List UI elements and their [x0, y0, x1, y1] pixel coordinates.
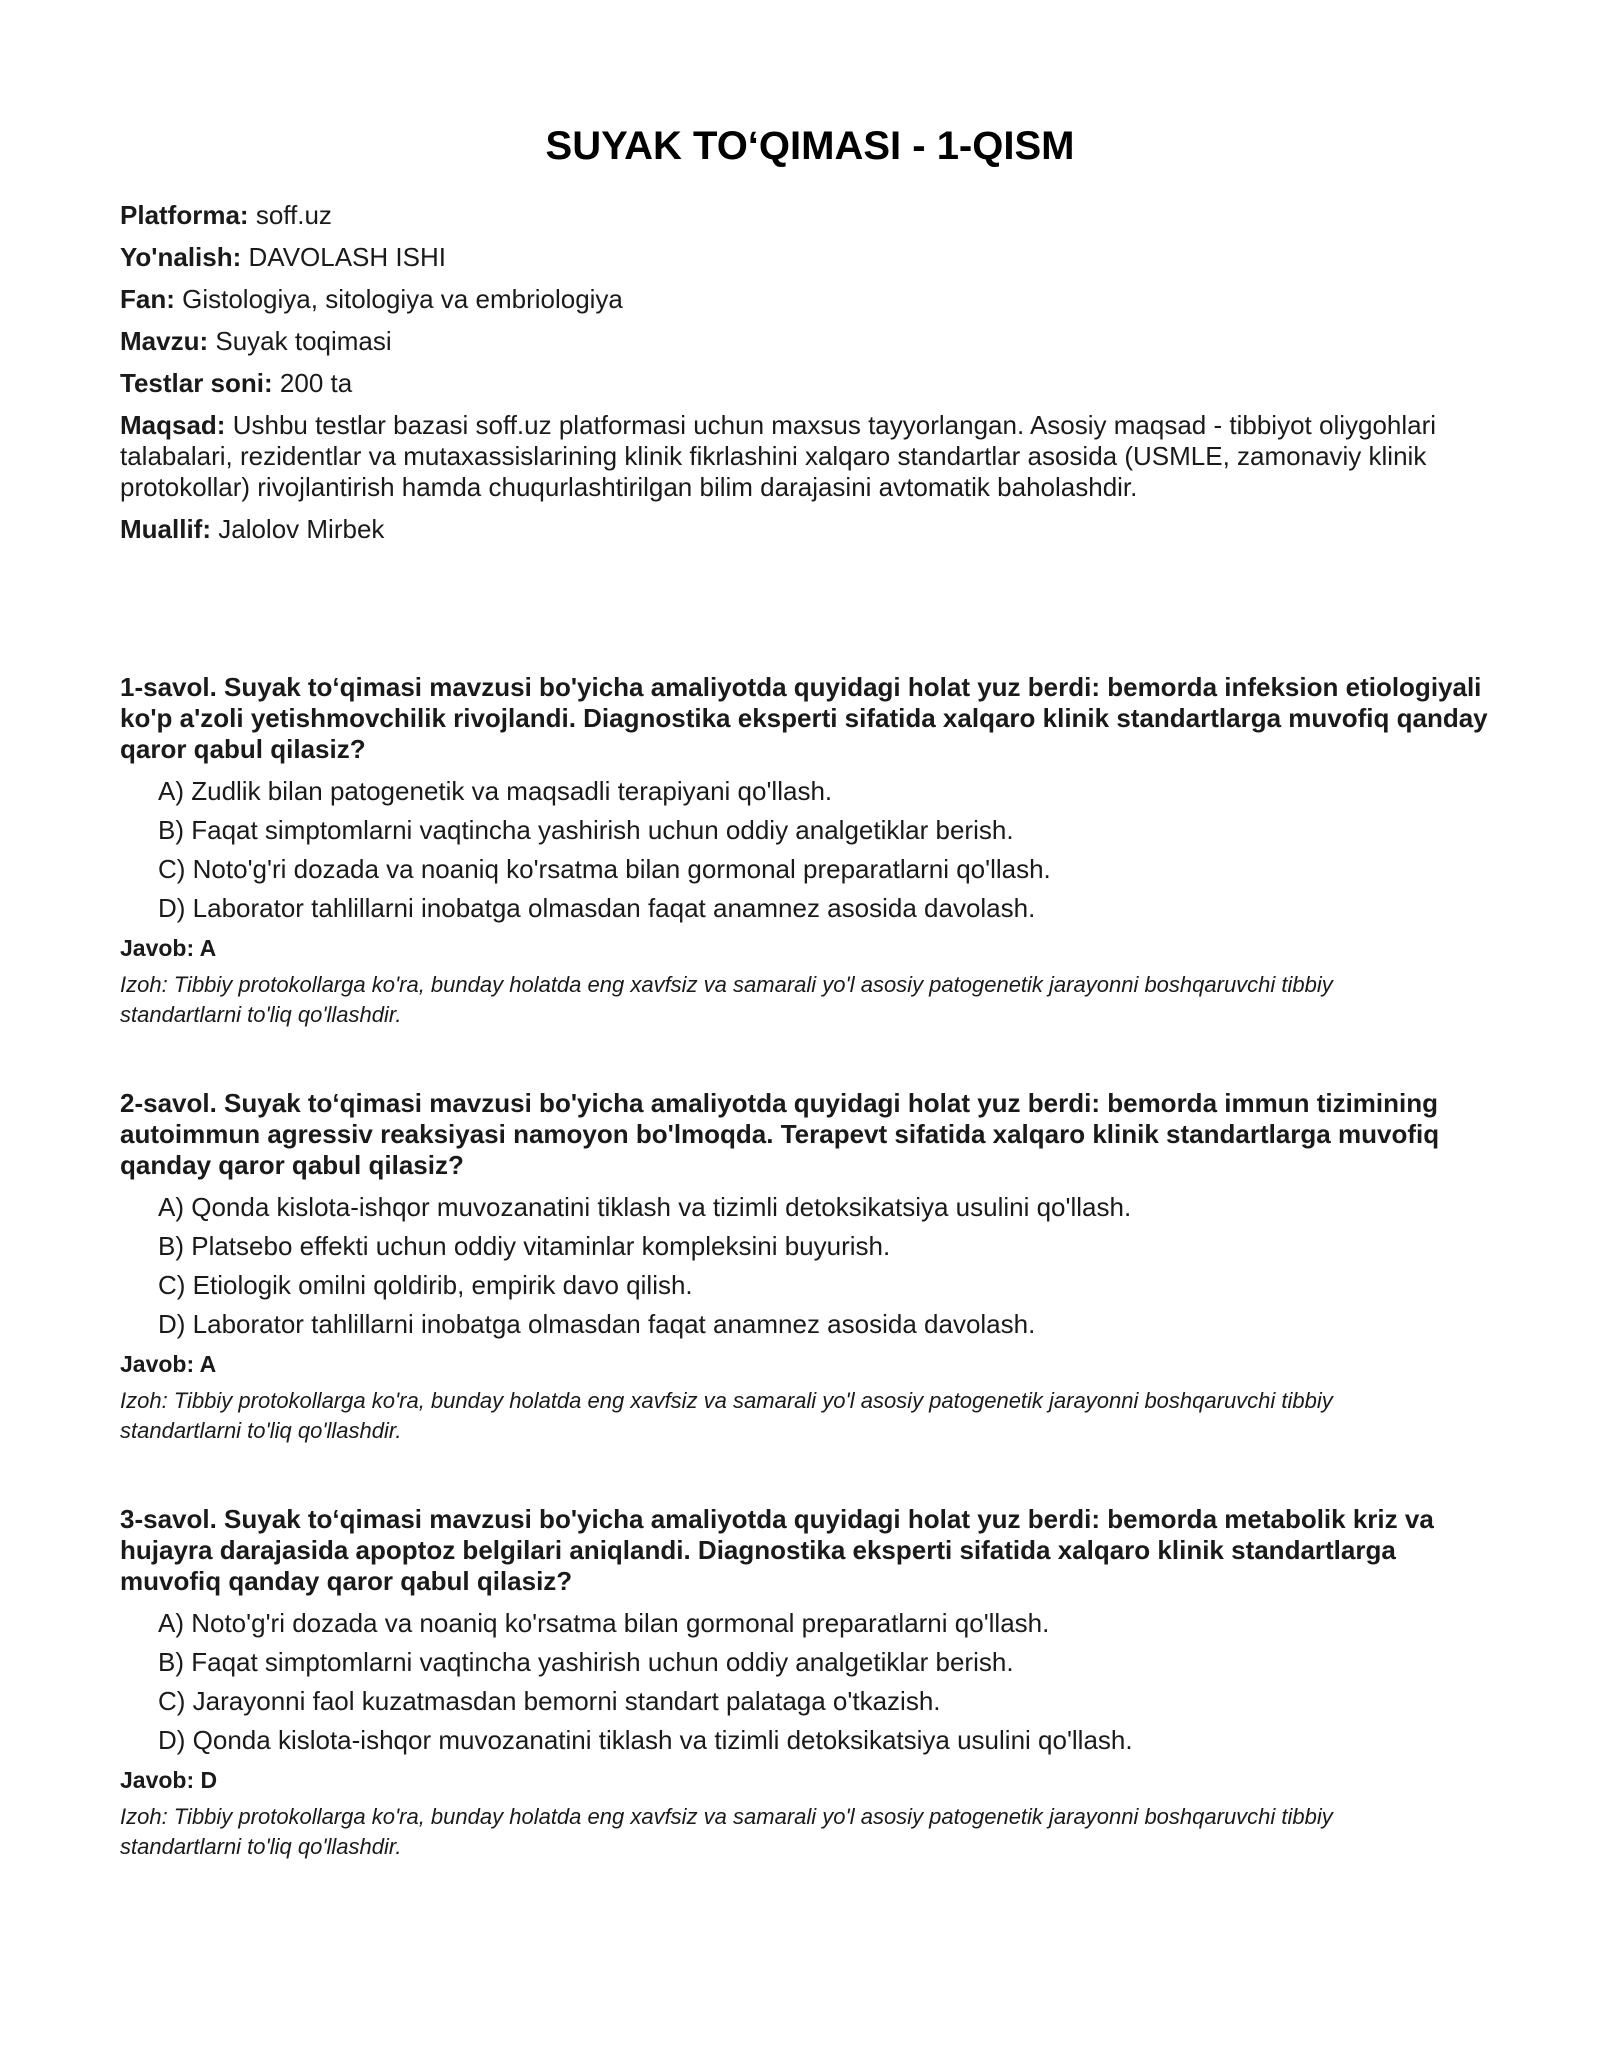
meta-value: Jalolov Mirbek	[218, 514, 385, 544]
answer-label: Javob: A	[120, 935, 217, 961]
option-b: B) Faqat simptomlarni vaqtincha yashirish uchun oddiy analgetiklar berish.	[158, 1647, 1014, 1677]
meta-test-count	[120, 368, 1460, 399]
option-c: C) Jarayonni faol kuzatmasdan bemorni standart palataga o'tkazish.	[158, 1686, 941, 1716]
answer-label: Javob: D	[120, 1767, 218, 1793]
option-a: A) Qonda kislota-ishqor muvozanatini tiklash va tizimli detoksikatsiya usulini qo'llash.	[158, 1192, 1132, 1222]
question-item	[120, 1504, 1500, 1862]
meta-platform	[120, 200, 1460, 231]
question-heading: 1-savol. Suyak to‘qimasi mavzusi bo'yicha amaliyotda quyidagi holat yuz berdi: bemorda infeksion etiologiyali ko'p a'zoli yetishmovchilik rivojlandi. Diagnostika eksperti sifatida xalqaro klinik standartlarga muvofiq qanday qaror qabul qilasiz?	[120, 672, 1488, 764]
option-a: A) Zudlik bilan patogenetik va maqsadli terapiyani qo'llash.	[158, 776, 833, 806]
meta-topic	[120, 326, 1460, 357]
meta-label: Yo'nalish:	[120, 242, 242, 272]
option-d: D) Qonda kislota-ishqor muvozanatini tiklash va tizimli detoksikatsiya usulini qo'llash.	[158, 1725, 1133, 1755]
option-list	[120, 776, 1500, 924]
document-title: SUYAK TO‘QIMASI - 1-QISM	[545, 124, 1075, 168]
meta-subject	[120, 284, 1460, 315]
meta-purpose	[120, 410, 1460, 503]
document-meta	[120, 200, 1460, 556]
question-item	[120, 1088, 1500, 1446]
explanation-note: Izoh: Tibbiy protokollarga ko'ra, bunday holatda eng xavfsiz va samarali yo'l asosiy patogenetik jarayonni boshqaruvchi tibbiy standartlarni to'liq qo'llashdir.	[120, 1388, 1333, 1443]
option-b: B) Platsebo effekti uchun oddiy vitaminlar kompleksini buyurish.	[158, 1231, 891, 1261]
meta-value: 200 ta	[279, 368, 353, 398]
question-heading: 2-savol. Suyak to‘qimasi mavzusi bo'yicha amaliyotda quyidagi holat yuz berdi: bemorda immun tizimining autoimmun agressiv reaksiyasi namoyon bo'lmoqda. Terapevt sifatida xalqaro klinik standartlarga muvofiq qanday qaror qabul qilasiz?	[120, 1088, 1440, 1180]
question-list	[120, 672, 1500, 1920]
option-list	[120, 1608, 1500, 1756]
meta-value: Gistologiya, sitologiya va embriologiya	[182, 284, 623, 314]
meta-value: Ushbu testlar bazasi soff.uz platformasi uchun maxsus tayyorlangan. Asosiy maqsad - tibbiyot oliygohlari talabalari, rezidentlar va mutaxassislarining klinik fikrlashini xalqaro standartlar asosida (USMLE, zamonaviy klinik protokollar) rivojlantirish hamda chuqurlashtirilgan bilim darajasini avtomatik baholashdir.	[120, 410, 1437, 502]
option-c: C) Noto'g'ri dozada va noaniq ko'rsatma bilan gormonal preparatlarni qo'llash.	[158, 854, 1051, 884]
option-a: A) Noto'g'ri dozada va noaniq ko'rsatma bilan gormonal preparatlarni qo'llash.	[158, 1608, 1050, 1638]
meta-value: Suyak toqimasi	[215, 326, 392, 356]
explanation-note: Izoh: Tibbiy protokollarga ko'ra, bunday holatda eng xavfsiz va samarali yo'l asosiy patogenetik jarayonni boshqaruvchi tibbiy standartlarni to'liq qo'llashdir.	[120, 1804, 1333, 1859]
meta-direction	[120, 242, 1460, 273]
meta-label: Platforma:	[120, 200, 249, 230]
meta-author	[120, 514, 1460, 545]
meta-label: Fan:	[120, 284, 175, 314]
option-b: B) Faqat simptomlarni vaqtincha yashirish uchun oddiy analgetiklar berish.	[158, 815, 1014, 845]
answer-label: Javob: A	[120, 1351, 217, 1377]
option-list	[120, 1192, 1500, 1340]
meta-label: Maqsad:	[120, 410, 226, 440]
question-heading: 3-savol. Suyak to‘qimasi mavzusi bo'yicha amaliyotda quyidagi holat yuz berdi: bemorda metabolik kriz va hujayra darajasida apoptoz belgilari aniqlandi. Diagnostika eksperti sifatida xalqaro klinik standartlarga muvofiq qanday qaror qabul qilasiz?	[120, 1504, 1434, 1596]
meta-value: DAVOLASH ISHI	[248, 242, 446, 272]
meta-label: Mavzu:	[120, 326, 209, 356]
option-d: D) Laborator tahlillarni inobatga olmasdan faqat anamnez asosida davolash.	[158, 893, 1036, 923]
option-c: C) Etiologik omilni qoldirib, empirik davo qilish.	[158, 1270, 693, 1300]
meta-value: soff.uz	[255, 200, 332, 230]
meta-label: Muallif:	[120, 514, 211, 544]
option-d: D) Laborator tahlillarni inobatga olmasdan faqat anamnez asosida davolash.	[158, 1309, 1036, 1339]
question-item	[120, 672, 1500, 1030]
explanation-note: Izoh: Tibbiy protokollarga ko'ra, bunday holatda eng xavfsiz va samarali yo'l asosiy patogenetik jarayonni boshqaruvchi tibbiy standartlarni to'liq qo'llashdir.	[120, 972, 1333, 1027]
meta-label: Testlar soni:	[120, 368, 273, 398]
